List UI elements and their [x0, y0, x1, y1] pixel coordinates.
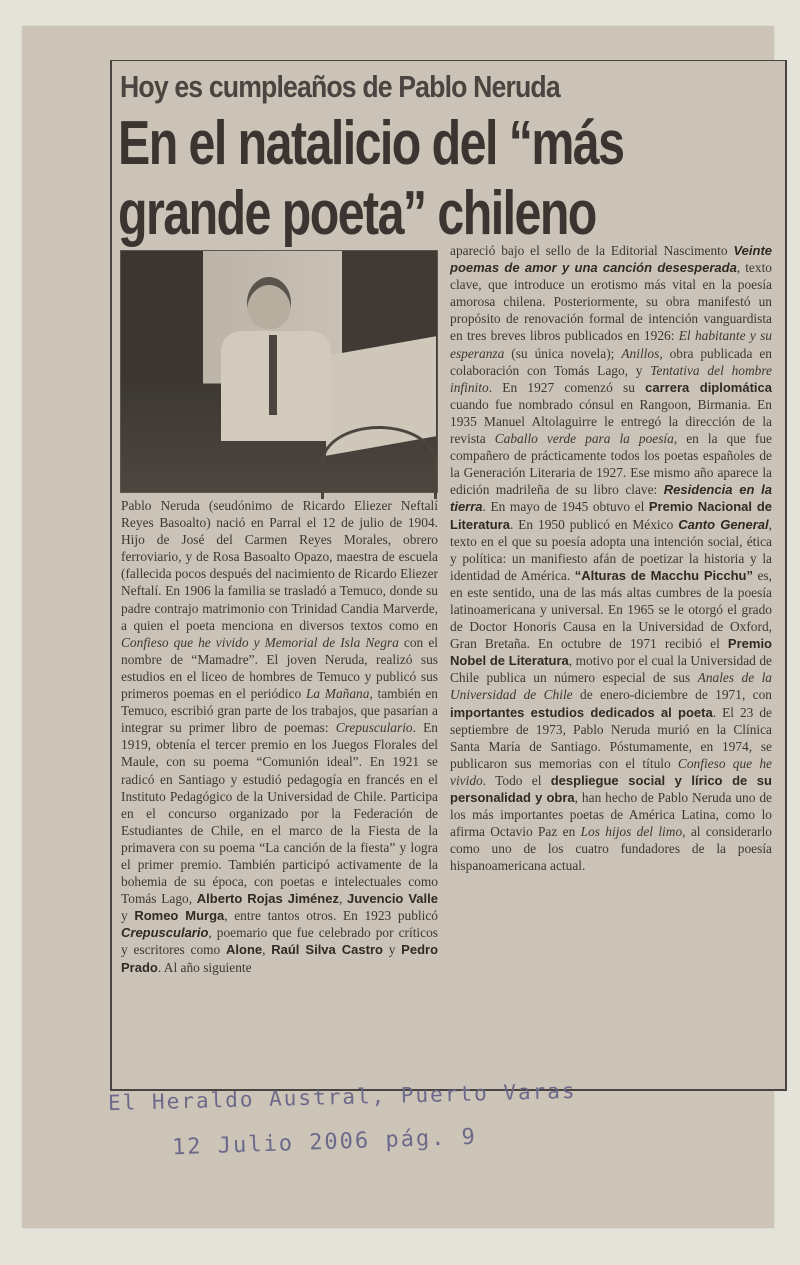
- handwritten-date: 12 Julio 2006 pág. 9: [171, 1124, 478, 1161]
- text-run: Veinte poemas de amor y una canción desesperada: [450, 243, 772, 276]
- text-run: , entre tantos otros. En 1923 publicó: [224, 908, 439, 924]
- neruda-photo: [120, 250, 438, 493]
- photo-figure-tie: [269, 335, 277, 415]
- photo-figure-head: [247, 277, 291, 329]
- text-run: Caballo verde para la poesía: [494, 431, 674, 447]
- text-run: y: [382, 942, 402, 958]
- text-run: “Alturas de Macchu Picchu”: [574, 567, 753, 583]
- text-run: El habitante y su esperanza: [450, 328, 773, 361]
- text-run: Canto General: [678, 516, 769, 532]
- article-column-1: [121, 497, 438, 976]
- text-run: es, en este sentido, una de las más altas cumbres de la poesía latinoamericana y universal. En 1965 se le otorgó el grado de Doctor Honoris Causa en la Universidad de Oxford, Gran Bretaña. En octubre de 1971 recibió el: [450, 567, 772, 652]
- text-run: importantes estudios dedicados al poeta: [450, 704, 713, 720]
- text-run: , en la que fue compañero de prácticamente todos los poetas españoles de la Generación Literaria de 1927. Ese mismo año aparece la edición madrileña de su libro clave:: [450, 431, 772, 498]
- text-run: , texto en el que su poesía adopta una intención social, ética y política: un manifiesto afán de poetizar la historia y la identidad de América.: [450, 516, 772, 583]
- archival-paper-sheet: [22, 26, 774, 1228]
- text-run: Premio Nacional de Literatura: [450, 499, 772, 532]
- text-run: Confieso que he vivido y Memorial de Isla Negra: [121, 634, 399, 650]
- text-run: cuando fue nombrado cónsul en Rangoon, Birmania. En 1935 Manuel Altolaguirre le entregó la dirección de la revista: [450, 396, 772, 447]
- column-2-text: [450, 242, 772, 874]
- text-run: de enero-diciembre de 1971, con: [572, 687, 773, 703]
- text-run: . En 1927 comenzó su: [488, 379, 646, 395]
- text-run: , también en Temuco, escribió gran parte de los trabajos, que pasarían a integrar su primer libro de poemas:: [121, 686, 438, 736]
- text-run: , motivo por el cual la Universidad de Chile publica un número especial de sus: [450, 653, 773, 686]
- text-run: Anillos: [621, 345, 660, 361]
- text-run: Alone: [226, 942, 263, 958]
- text-run: ,: [262, 942, 272, 958]
- text-run: Alberto Rojas Jiménez: [196, 891, 339, 907]
- handwritten-source: El Heraldo Austral, Puerto Varas: [107, 1078, 577, 1116]
- headline-line-1: En el natalicio del “más: [118, 109, 624, 178]
- photo-chair: [321, 426, 437, 499]
- text-run: , obra publicada en colaboración con Tomás Lago, y: [450, 345, 772, 378]
- text-run: Residencia en la tierra: [450, 482, 772, 515]
- text-run: . Todo el: [482, 772, 551, 788]
- text-run: carrera diplomática: [645, 379, 772, 395]
- text-run: Crepusculario: [121, 925, 209, 941]
- article-kicker: Hoy es cumpleaños de Pablo Neruda: [120, 69, 560, 104]
- text-run: . En mayo de 1945 obtuvo el: [482, 499, 649, 515]
- text-run: , al considerarlo como uno de los cuatro fundadores de la poesía hispanoamericana actual.: [450, 824, 772, 874]
- text-run: , han hecho de Pablo Neruda uno de los más importantes poetas de América Latina, como lo afirma Octavio Paz en: [450, 790, 772, 840]
- text-run: . En 1919, obtenía el tercer premio en los Juegos Florales del Maule, con su poema “Comunión ideal”. En 1921 se radicó en Santiago y estudió pedagogía en francés en el Instituto Pedagógico de la Universidad de Chile. Participa en el concurso organizado por la Federación de Estudiantes de Chile, en el marco de la Fiesta de la primavera con su poema “La canción de la fiesta” y logra el primer premio. También participó activamente de la bohemia de su época, con poetas e intelectuales como Tomás Lago,: [121, 720, 438, 907]
- text-run: con el nombre de “Mamadre”. El joven Neruda, realizó sus estudios en el liceo de hombres de Temuco y publicó sus primeros poemas en el periódico: [121, 634, 438, 702]
- text-run: Confieso que he vivido: [450, 755, 772, 788]
- text-run: Pablo Neruda (seudónimo de Ricardo Eliezer Neftalí Reyes Basoalto) nació en Parral el 12 de julio de 1904. Hijo de José del Carmen Reyes Morales, obrero ferroviario, y de Rosa Basoalto Opazo, maestra de escuela (fallecida pocos después del nacimiento de Ricardo Eliezer Neftalí. En 1906 la familia se trasladó a Temuco, donde su padre contrajo matrimonio con Trinidad Candia Marverde, a quien el poeta menciona en diversos textos como en: [121, 498, 438, 633]
- column-1-text: [121, 497, 438, 976]
- article-headline: [118, 109, 623, 249]
- text-run: , poemario que fue celebrado por críticos y escritores como: [121, 925, 438, 958]
- text-run: Pedro Prado: [121, 942, 439, 975]
- text-run: La Mañana: [305, 686, 370, 702]
- text-run: ,: [338, 891, 348, 907]
- article-column-2: [450, 242, 772, 874]
- text-run: Crepusculario: [335, 720, 413, 736]
- text-run: (su única novela);: [504, 345, 622, 361]
- text-run: . En 1950 publicó en México: [509, 516, 679, 532]
- text-run: Juvencio Valle: [347, 891, 438, 907]
- text-run: Romeo Murga: [134, 908, 225, 924]
- newspaper-clipping: [110, 60, 787, 1091]
- text-run: Premio Nobel de Literatura: [450, 636, 772, 669]
- text-run: Raúl Silva Castro: [271, 942, 383, 958]
- text-run: apareció bajo el sello de la Editorial Nascimento: [450, 243, 734, 258]
- headline-line-2: grande poeta” chileno: [118, 179, 596, 248]
- text-run: despliegue social y lírico de su personalidad y obra: [450, 772, 772, 805]
- text-run: Tentativa del hombre infinito: [450, 362, 772, 395]
- text-run: y: [121, 908, 135, 924]
- text-run: Los hijos del limo: [580, 824, 683, 840]
- text-run: . Al año siguiente: [157, 959, 252, 975]
- text-run: Anales de la Universidad de Chile: [450, 670, 773, 703]
- text-run: , texto clave, que introduce un erotismo más vital en la poesía amorosa chilena. Posteriormente, su obra manifestó un propósito de renovación formal de intención vanguardista en tres breves libros publicados en 1926:: [450, 260, 772, 344]
- text-run: . El 23 de septiembre de 1973, Pablo Neruda murió en la Clínica Santa María de Santiago. Póstumamente, en 1974, se publicaron sus memorias con el título: [450, 704, 772, 771]
